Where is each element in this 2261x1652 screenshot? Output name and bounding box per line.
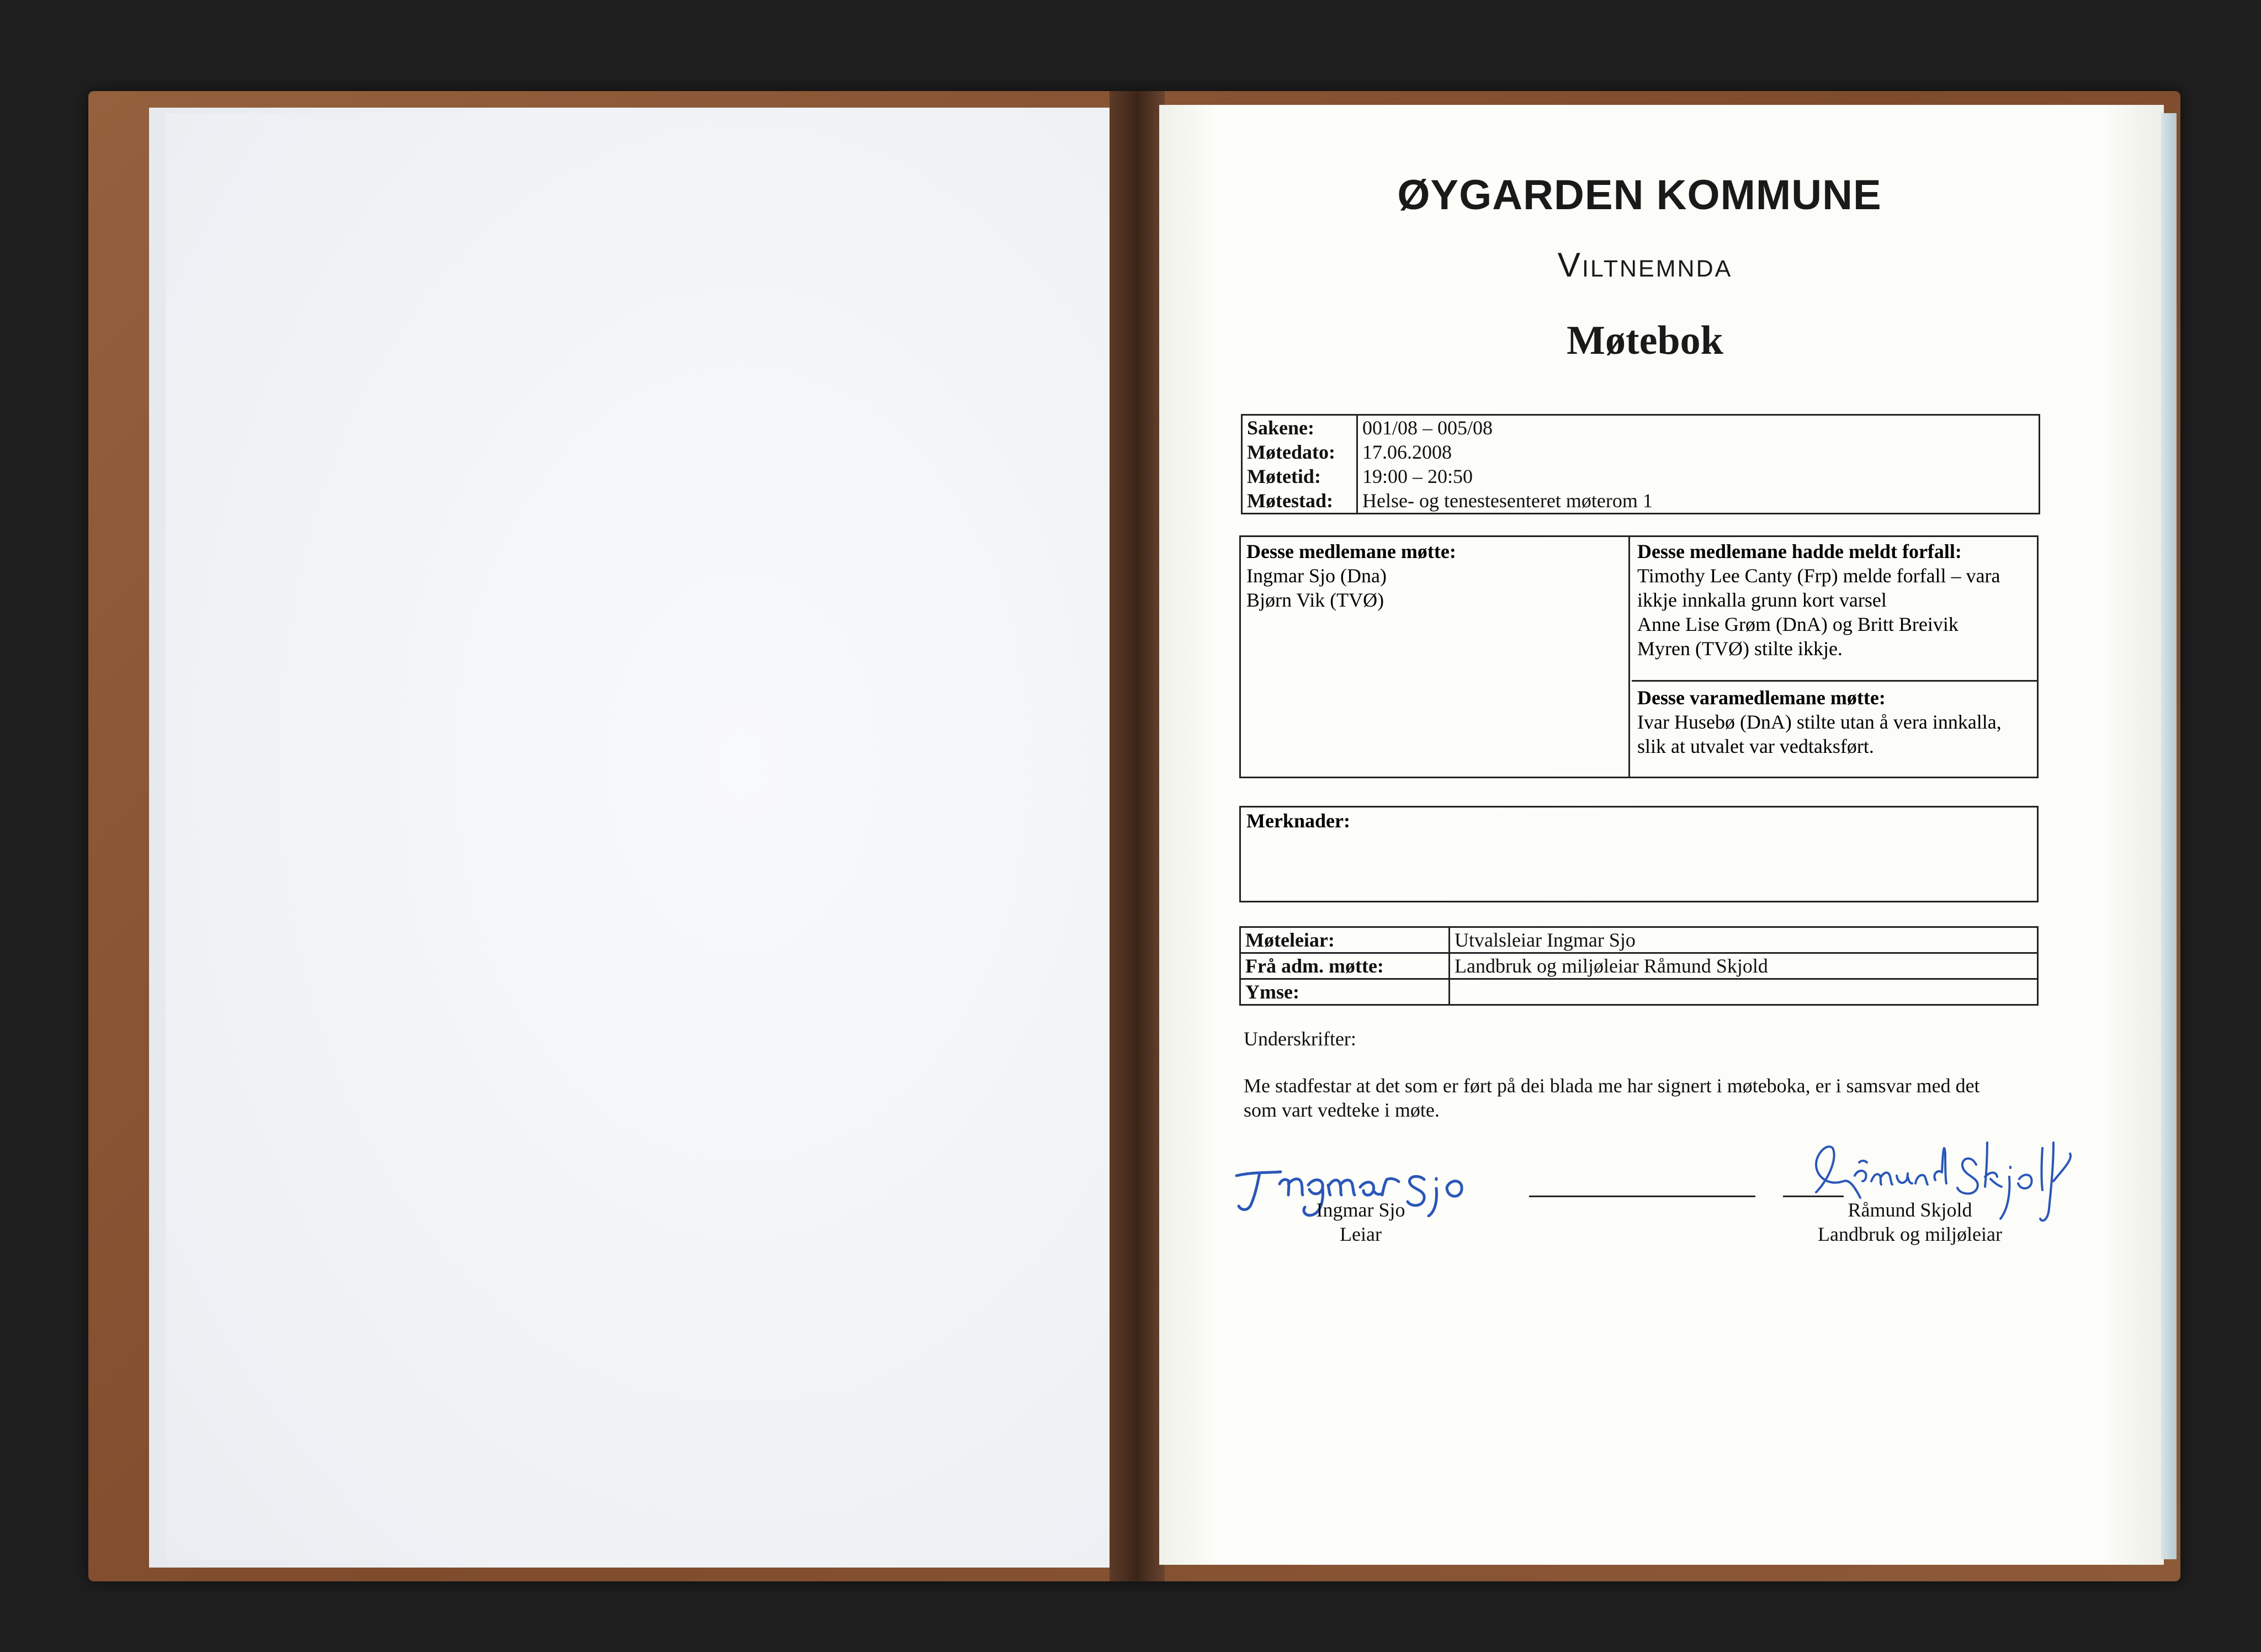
info-label: Møtedato: [1242,440,1357,464]
present-members [1241,537,1630,777]
table-row [1242,440,2040,464]
signatory-role-left: Leiar [1340,1223,1382,1245]
table-row [1242,415,2040,440]
meeting-info-table [1241,414,2040,514]
info-label: Møtetid: [1242,464,1357,488]
signatory-name-right: Råmund Skjold [1848,1199,1972,1221]
absent-members [1632,537,2037,682]
substitutes-heading: Desse varamedlemane møtte: [1637,687,1886,709]
book-title: Møtebok [1567,318,1723,363]
absent-heading: Desse medlemane hadde meldt forfall: [1637,540,1962,562]
absent-line: Anne Lise Grøm (DnA) og Britt Breivik [1637,613,1959,635]
leadership-table [1239,926,2039,1006]
leadership-value: Utvalsleiar Ingmar Sjo [1450,927,2038,953]
remarks-box [1239,806,2039,902]
substitute-members [1632,683,2037,777]
leadership-value: Landbruk og miljøleiar Råmund Skjold [1450,953,2038,979]
substitute-line: Ivar Husebø (DnA) stilte utan å vera innkalla, [1637,711,2002,733]
statement-line: som vart vedteke i møte. [1244,1099,1440,1121]
list-item: Ingmar Sjo (Dna) [1246,565,1387,587]
info-value: 17.06.2008 [1357,440,2040,464]
list-item: Bjørn Vik (TVØ) [1246,589,1384,611]
municipality-title: ØYGARDEN KOMMUNE [1397,172,1882,219]
members-box [1239,535,2039,778]
signature-line-left [1529,1196,1755,1197]
left-page-sheet [166,113,1126,1559]
leadership-label: Møteleiar: [1240,927,1450,953]
info-label: Sakene: [1242,415,1357,440]
present-heading: Desse medlemane møtte: [1246,540,1456,562]
page-edge [2161,113,2177,1559]
statement-line: Me stadfestar at det som er ført på dei blada me har signert i møteboka, er i samsvar med det [1244,1075,1980,1097]
leadership-label: Frå adm. møtte: [1240,953,1450,979]
signatures-heading: Underskrifter: [1244,1028,1356,1050]
absent-line: Myren (TVØ) stilte ikkje. [1637,638,1843,660]
leadership-label: Ymse: [1240,979,1450,1005]
info-value: 19:00 – 20:50 [1357,464,2040,488]
committee-title: Viltnemnda [1557,246,1733,284]
info-value: Helse- og tenestesenteret møterom 1 [1357,488,2040,514]
absent-line: Timothy Lee Canty (Frp) melde forfall – vara [1637,565,2000,587]
table-row [1242,488,2040,514]
info-value: 001/08 – 005/08 [1357,415,2040,440]
signature-statement [1244,1074,2039,1122]
table-row [1242,464,2040,488]
substitute-line: slik at utvalet var vedtaksført. [1637,735,1874,757]
table-row [1240,953,2038,979]
table-row [1240,927,2038,953]
signatory-name-left: Ingmar Sjo [1316,1199,1405,1221]
remarks-heading: Merknader: [1246,810,1350,832]
signatory-role-right: Landbruk og miljøleiar [1818,1223,2002,1245]
table-row [1240,979,2038,1005]
book-spine [1110,91,1165,1581]
leadership-value [1450,979,2038,1005]
info-label: Møtestad: [1242,488,1357,514]
signature-line-right [1783,1196,1844,1197]
absent-line: ikkje innkalla grunn kort varsel [1637,589,1887,611]
